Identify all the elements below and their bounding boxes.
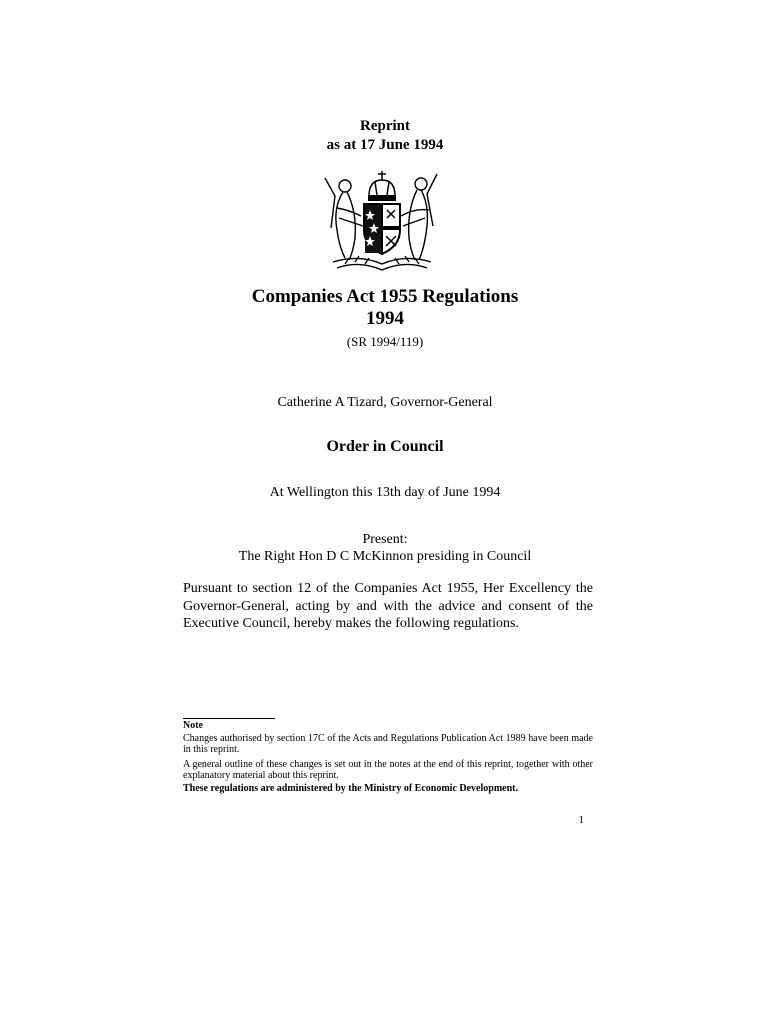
present-label: Present:	[362, 532, 408, 547]
page-number: 1	[578, 814, 584, 826]
presiding-text: The Right Hon D C McKinnon presiding in Council	[238, 549, 532, 564]
note-paragraph-3: These regulations are administered by the Ministry of Economic Development.	[183, 783, 518, 794]
title-line-2: 1994	[366, 308, 404, 329]
note-paragraph-2: A general outline of these changes is set out in the notes at the end of this reprint, together with other explanatory material about this reprint.	[183, 759, 593, 781]
footnote-divider	[183, 718, 275, 719]
reprint-label: Reprint	[360, 118, 410, 134]
sr-number: (SR 1994/119)	[346, 334, 424, 349]
order-in-council-heading: Order in Council	[326, 438, 444, 455]
note-heading: Note	[183, 720, 203, 731]
document-title	[0, 286, 770, 330]
pursuant-paragraph: Pursuant to section 12 of the Companies Act 1955, Her Excellency the Governor-General, acting by and with the advice and consent of the Executive Council, hereby makes the following regulations.	[183, 581, 593, 631]
present-block	[0, 531, 770, 565]
coat-of-arms-icon	[319, 168, 445, 276]
governor-general: Catherine A Tizard, Governor-General	[277, 395, 493, 410]
reprint-date: as at 17 June 1994	[326, 137, 444, 153]
title-line-1: Companies Act 1955 Regulations	[251, 286, 519, 307]
note-paragraph-1: Changes authorised by section 17C of the Acts and Regulations Publication Act 1989 have been made in this reprint.	[183, 733, 593, 755]
reprint-heading	[0, 117, 770, 155]
place-date: At Wellington this 13th day of June 1994	[269, 485, 501, 500]
